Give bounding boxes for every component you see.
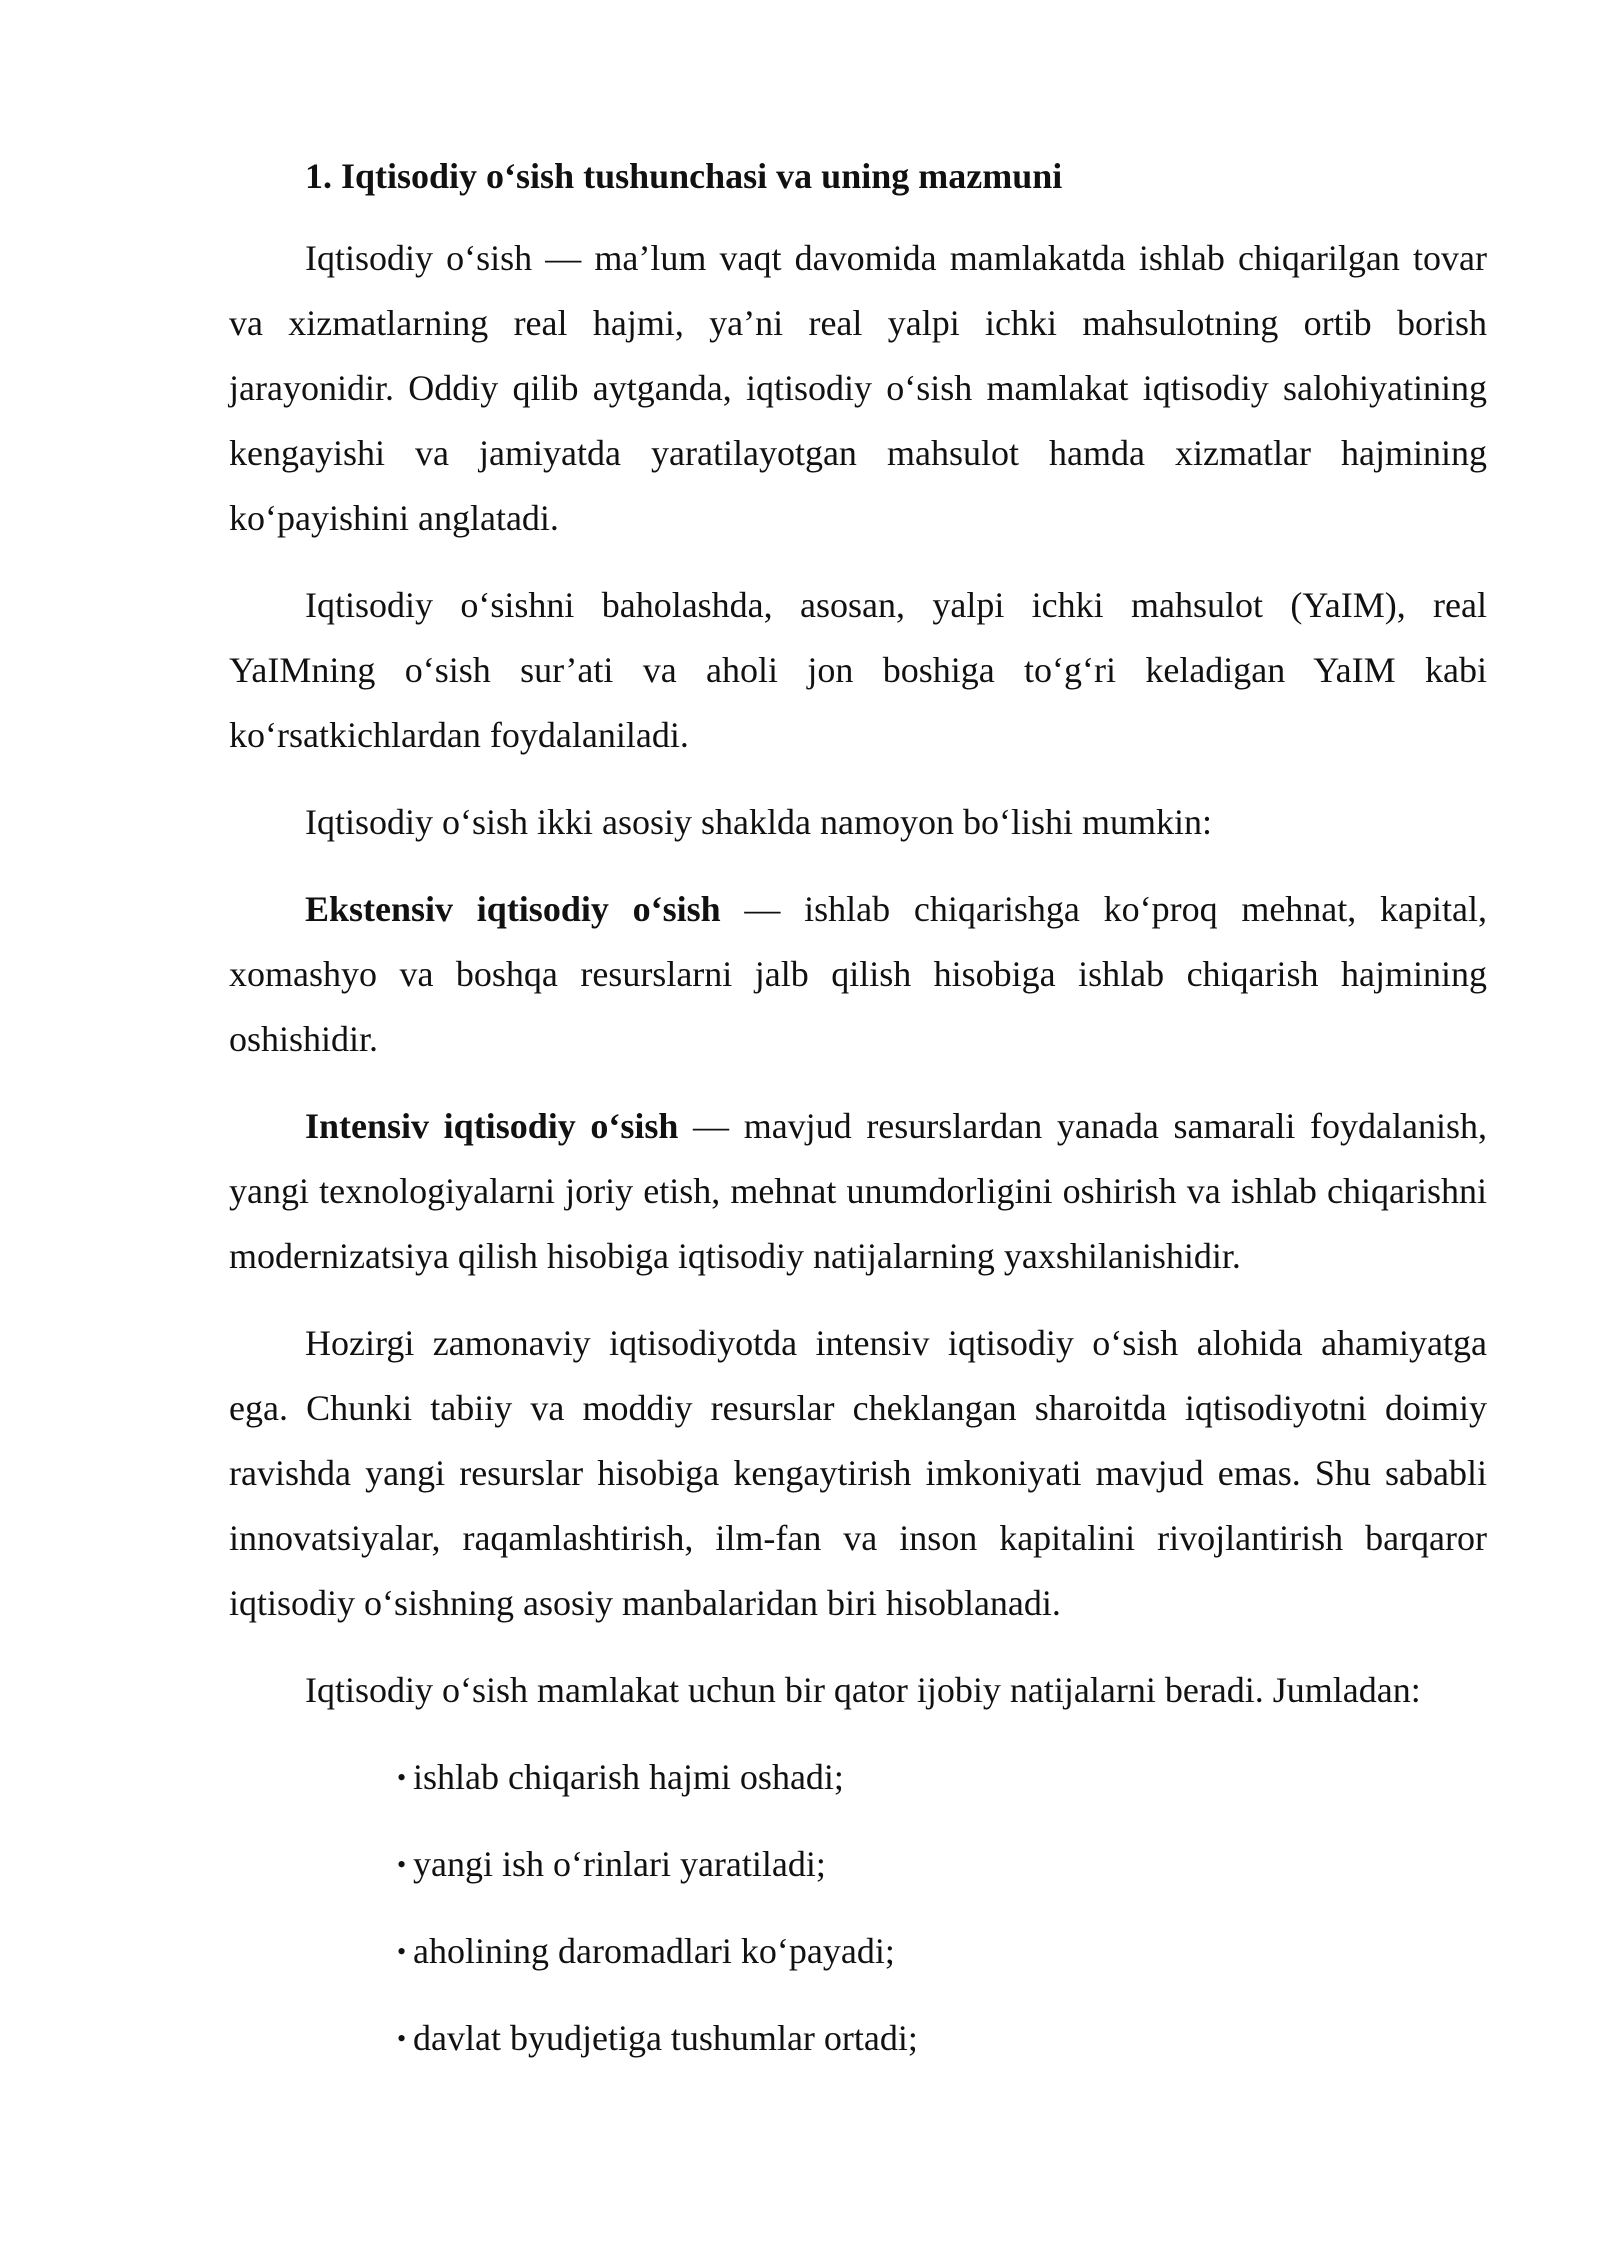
list-item [397,1919,1487,2006]
list-item [397,2006,1487,2093]
document-page [229,148,1487,2093]
bullet-icon: • [397,1850,407,1879]
term-extensive: Ekstensiv iqtisodiy o‘sish [305,889,721,929]
paragraph-definition: Iqtisodiy o‘sish — ma’lum vaqt davomida mamlakatda ishlab chiqarilgan tovar va xizmatlarning real hajmi, ya’ni real yalpi ichki mahsulotning ortib borish jarayonidir. Oddiy qilib aytganda, iqtisodiy o‘sish mamlakat iqtisodiy salohiyatining kengayishi va jamiyatda yaratilayotgan mahsulot hamda xizmatlar hajmining ko‘payishini anglatadi. [229,238,1487,538]
list-item-text: aholining daromadlari ko‘payadi; [413,1931,895,1971]
list-item [397,1745,1487,1832]
bullet-icon: • [397,1937,407,1966]
paragraph-indicators: Iqtisodiy o‘sishni baholashda, asosan, yalpi ichki mahsulot (YaIM), real YaIMning o‘sish sur’ati va aholi jon boshiga to‘g‘ri keladigan YaIM kabi ko‘rsatkichlardan foydalaniladi. [229,585,1487,755]
extensive-definition: — ishlab chiqarishga ko‘proq mehnat, kapital, xomashyo va boshqa resurslarni jalb qilish hisobiga ishlab chiqarish hajmining oshishidir. [229,889,1487,1059]
list-item [397,1832,1487,1919]
paragraph-modern-economy: Hozirgi zamonaviy iqtisodiyotda intensiv iqtisodiy o‘sish alohida ahamiyatga ega. Chunki tabiiy va moddiy resurslar cheklangan sharoitda iqtisodiyotni doimiy ravishda yangi resurslar hisobiga kengaytirish imkoniyati mavjud emas. Shu sababli innovatsiyalar, raqamlashtirish, ilm-fan va inson kapitalini rivojlantirish barqaror iqtisodiy o‘sishning asosiy manbalaridan biri hisoblanadi. [229,1323,1487,1623]
list-item-text: yangi ish o‘rinlari yaratiladi; [413,1844,826,1884]
list-item-text: ishlab chiqarish hajmi oshadi; [413,1757,844,1797]
term-intensive: Intensiv iqtisodiy o‘sish [305,1106,679,1146]
paragraph-intensive [229,1094,1487,1289]
paragraph-forms-intro: Iqtisodiy o‘sish ikki asosiy shaklda namoyon bo‘lishi mumkin: [305,802,1212,842]
bullet-icon: • [397,2024,407,2053]
results-list [229,1745,1487,2093]
intensive-definition: — mavjud resurslardan yanada samarali foydalanish, yangi texnologiyalarni joriy etish, mehnat unumdorligini oshirish va ishlab chiqarishni modernizatsiya qilish hisobiga iqtisodiy natijalarning yaxshilanishidir. [229,1106,1487,1276]
paragraph-results-intro: Iqtisodiy o‘sish mamlakat uchun bir qator ijobiy natijalarni beradi. Jumladan: [305,1670,1421,1710]
list-item-text: davlat byudjetiga tushumlar ortadi; [413,2018,918,2058]
bullet-icon: • [397,1763,407,1792]
paragraph-extensive [229,877,1487,1072]
section-heading: 1. Iqtisodiy o‘sish tushunchasi va uning mazmuni [305,156,1063,196]
